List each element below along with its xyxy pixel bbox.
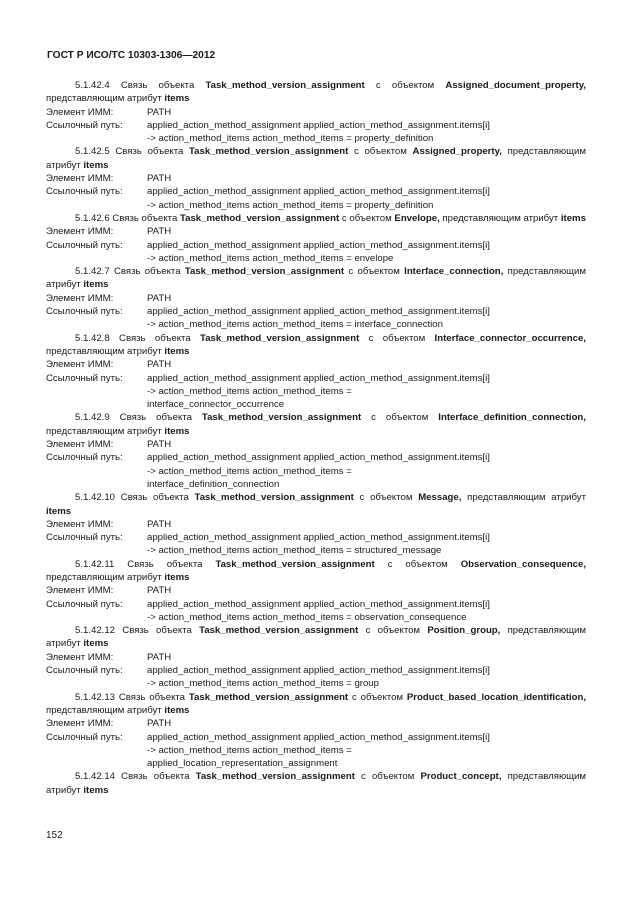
path-row (46, 664, 586, 677)
attribute-name: items (164, 425, 190, 437)
path-label-spacer (46, 744, 147, 757)
element-row (46, 438, 586, 451)
clause-section (46, 491, 586, 557)
clause-number: 5.1.42.6 (75, 212, 110, 224)
path-line: applied_action_method_assignment applied_action_method_assignment.items[i] (147, 598, 490, 610)
clause-text: с объектом (361, 771, 415, 783)
path-row (46, 185, 586, 198)
element-label: Элемент ИММ: (46, 173, 114, 185)
element-row (46, 358, 586, 371)
clause-section (46, 145, 586, 211)
entity-name: Task_method_version_assignment (195, 771, 355, 783)
clause-text: представляющим атрибут (442, 212, 559, 224)
entity-name: Task_method_version_assignment (215, 558, 375, 570)
path-line: -> action_method_items action_method_items = (147, 385, 352, 397)
path-row (46, 465, 586, 478)
clause-heading (46, 491, 586, 518)
element-row (46, 172, 586, 185)
element-label: Элемент ИММ: (46, 651, 114, 663)
attribute-name: items (83, 159, 109, 171)
clause-text: Связь объекта (113, 266, 181, 278)
element-label: Элемент ИММ: (46, 359, 114, 371)
element-value: PATH (147, 518, 172, 530)
clause-heading (46, 212, 586, 225)
clause-text: Связь объекта (119, 332, 191, 344)
path-label: Ссылочный путь: (46, 239, 123, 251)
clause-text: представляющим атрибут (46, 771, 586, 796)
path-line: applied_action_method_assignment applied_action_method_assignment.items[i] (147, 532, 490, 544)
clause-section (46, 691, 586, 771)
path-line: -> action_method_items action_method_items = (147, 465, 352, 477)
path-row (46, 611, 586, 624)
element-label: Элемент ИММ: (46, 226, 114, 238)
path-row (46, 478, 586, 491)
clause-text: представляющим атрибут (46, 704, 162, 716)
path-row (46, 677, 586, 690)
clause-text: с объектом (387, 558, 448, 570)
clause-text: представляющим атрибут (46, 266, 587, 291)
clause-text: Связь объекта (121, 771, 190, 783)
path-label-spacer (46, 398, 147, 411)
clause-heading (46, 770, 586, 797)
path-label-spacer (46, 132, 147, 145)
element-row (46, 717, 586, 730)
path-row (46, 305, 586, 318)
path-row (46, 252, 586, 265)
element-row (46, 584, 586, 597)
target-entity: Interface_connector_occurrence, (434, 332, 586, 344)
page-number: 152 (46, 830, 63, 841)
clause-text: Связь объекта (127, 558, 203, 570)
clause-section (46, 558, 586, 624)
path-row (46, 119, 586, 132)
path-row (46, 744, 586, 757)
path-line: applied_location_representation_assignment (147, 758, 338, 770)
element-value: PATH (147, 226, 172, 238)
path-label-spacer (46, 318, 147, 331)
element-value: PATH (147, 106, 172, 118)
clause-heading (46, 411, 586, 438)
path-line: applied_action_method_assignment applied_action_method_assignment.items[i] (147, 186, 490, 198)
clause-number: 5.1.42.7 (75, 266, 110, 278)
path-line: applied_action_method_assignment applied_action_method_assignment.items[i] (147, 306, 490, 318)
element-label: Элемент ИММ: (46, 106, 114, 118)
path-label-spacer (46, 757, 147, 770)
target-entity: Assigned_property, (412, 146, 502, 158)
path-line: applied_action_method_assignment applied_action_method_assignment.items[i] (147, 452, 490, 464)
element-value: PATH (147, 439, 172, 451)
clause-text: Связь объекта (112, 212, 178, 224)
path-label-spacer (46, 199, 147, 212)
attribute-name: items (560, 212, 586, 224)
path-row (46, 531, 586, 544)
element-label: Элемент ИММ: (46, 439, 114, 451)
clause-text: представляющим атрибут (46, 146, 586, 171)
entity-name: Task_method_version_assignment (201, 412, 362, 424)
clause-text: с объектом (348, 266, 400, 278)
clause-heading (46, 332, 586, 359)
path-label: Ссылочный путь: (46, 665, 123, 677)
path-row (46, 372, 586, 385)
clause-section (46, 79, 586, 145)
clause-section (46, 411, 586, 491)
path-label: Ссылочный путь: (46, 372, 123, 384)
path-line: applied_action_method_assignment applied_action_method_assignment.items[i] (147, 119, 490, 131)
clause-heading (46, 624, 586, 651)
target-entity: Product_based_location_identification, (406, 691, 586, 703)
clause-section (46, 770, 586, 797)
path-line: applied_action_method_assignment applied_action_method_assignment.items[i] (147, 239, 490, 251)
entity-name: Task_method_version_assignment (199, 625, 359, 637)
element-row (46, 106, 586, 119)
path-line: -> action_method_items action_method_items = (147, 744, 352, 756)
path-label-spacer (46, 252, 147, 265)
path-label-spacer (46, 465, 147, 478)
attribute-name: items (83, 784, 109, 796)
path-row (46, 451, 586, 464)
target-entity: Product_concept, (420, 771, 502, 783)
clause-number: 5.1.42.12 (75, 625, 116, 637)
path-label-spacer (46, 385, 147, 398)
path-row (46, 318, 586, 331)
clause-text: Связь объекта (115, 146, 184, 158)
clause-text: Связь объекта (118, 691, 186, 703)
clause-text: Связь объекта (120, 492, 189, 504)
target-entity: Envelope, (394, 212, 440, 224)
clause-text: Связь объекта (119, 412, 192, 424)
path-label-spacer (46, 677, 147, 690)
element-value: PATH (147, 585, 172, 597)
path-line: -> action_method_items action_method_items = property_definition (147, 199, 434, 211)
attribute-name: items (46, 505, 72, 517)
element-row (46, 225, 586, 238)
clause-text: представляющим атрибут (46, 345, 162, 357)
target-entity: Interface_definition_connection, (438, 412, 586, 424)
path-line: applied_action_method_assignment applied_action_method_assignment.items[i] (147, 665, 490, 677)
clause-number: 5.1.42.4 (75, 80, 110, 91)
clause-number: 5.1.42.14 (75, 771, 116, 783)
path-row (46, 239, 586, 252)
document-body (46, 79, 586, 797)
target-entity: Assigned_document_property, (445, 80, 586, 91)
path-row (46, 731, 586, 744)
path-label: Ссылочный путь: (46, 532, 123, 544)
clause-text: Связь объекта (120, 80, 195, 91)
path-line: interface_definition_connection (147, 478, 280, 490)
path-label: Ссылочный путь: (46, 306, 123, 318)
attribute-name: items (164, 345, 190, 357)
clause-number: 5.1.42.13 (75, 691, 116, 703)
attribute-name: items (83, 638, 109, 650)
path-row (46, 199, 586, 212)
path-label: Ссылочный путь: (46, 119, 123, 131)
clause-number: 5.1.42.5 (75, 146, 110, 158)
clause-number: 5.1.42.11 (75, 558, 115, 570)
element-value: PATH (147, 718, 172, 730)
target-entity: Message, (418, 492, 462, 504)
entity-name: Task_method_version_assignment (205, 80, 365, 91)
clause-text: с объектом (341, 212, 392, 224)
clause-heading (46, 691, 586, 718)
clause-text: с объектом (371, 412, 429, 424)
clause-text: с объектом (368, 332, 426, 344)
element-label: Элемент ИММ: (46, 585, 114, 597)
clause-text: представляющим атрибут (467, 492, 586, 504)
clause-number: 5.1.42.10 (75, 492, 116, 504)
element-row (46, 518, 586, 531)
clause-number: 5.1.42.9 (75, 412, 110, 424)
entity-name: Task_method_version_assignment (189, 146, 349, 158)
path-row (46, 385, 586, 398)
clause-text: с объектом (353, 146, 407, 158)
path-line: -> action_method_items action_method_items = structured_message (147, 545, 442, 557)
path-row (46, 598, 586, 611)
path-line: applied_action_method_assignment applied_action_method_assignment.items[i] (147, 372, 490, 384)
element-row (46, 292, 586, 305)
element-value: PATH (147, 292, 172, 304)
path-row (46, 544, 586, 557)
path-label: Ссылочный путь: (46, 598, 123, 610)
clause-heading (46, 265, 586, 292)
entity-name: Task_method_version_assignment (179, 212, 340, 224)
path-line: -> action_method_items action_method_items = interface_connection (147, 319, 443, 331)
path-label-spacer (46, 544, 147, 557)
target-entity: Observation_consequence, (460, 558, 587, 570)
element-label: Элемент ИММ: (46, 518, 114, 530)
clause-text: представляющим атрибут (46, 425, 162, 437)
target-entity: Position_group, (427, 625, 501, 637)
path-label: Ссылочный путь: (46, 186, 123, 198)
element-label: Элемент ИММ: (46, 292, 114, 304)
target-entity: Interface_connection, (404, 266, 504, 278)
element-label: Элемент ИММ: (46, 718, 114, 730)
running-header: ГОСТ Р ИСО/ТС 10303-1306—2012 (47, 50, 216, 61)
path-row (46, 132, 586, 145)
path-line: -> action_method_items action_method_items = group (147, 678, 379, 690)
clause-text: представляющим атрибут (46, 93, 162, 105)
attribute-name: items (164, 93, 190, 105)
path-label: Ссылочный путь: (46, 731, 123, 743)
element-value: PATH (147, 359, 172, 371)
clause-heading (46, 145, 586, 172)
clause-text: представляющим атрибут (46, 571, 162, 583)
path-label-spacer (46, 478, 147, 491)
entity-name: Task_method_version_assignment (188, 691, 349, 703)
element-value: PATH (147, 173, 172, 185)
path-line: -> action_method_items action_method_items = property_definition (147, 133, 434, 145)
clause-text: Связь объекта (122, 625, 192, 637)
entity-name: Task_method_version_assignment (194, 492, 354, 504)
attribute-name: items (83, 279, 109, 291)
path-line: interface_connector_occurrence (147, 399, 285, 411)
element-row (46, 651, 586, 664)
clause-text: с объектом (351, 691, 404, 703)
clause-text: с объектом (365, 625, 421, 637)
path-label-spacer (46, 611, 147, 624)
path-line: -> action_method_items action_method_items = observation_consequence (147, 611, 467, 623)
path-row (46, 398, 586, 411)
entity-name: Task_method_version_assignment (200, 332, 360, 344)
path-row (46, 757, 586, 770)
clause-heading (46, 79, 586, 106)
entity-name: Task_method_version_assignment (184, 266, 345, 278)
path-label: Ссылочный путь: (46, 452, 123, 464)
path-line: applied_action_method_assignment applied_action_method_assignment.items[i] (147, 731, 490, 743)
clause-section (46, 265, 586, 331)
clause-heading (46, 558, 586, 585)
element-value: PATH (147, 651, 172, 663)
clause-section (46, 332, 586, 412)
path-line: -> action_method_items action_method_items = envelope (147, 252, 394, 264)
clause-text: с объектом (375, 80, 435, 91)
clause-number: 5.1.42.8 (75, 332, 110, 344)
clause-text: с объектом (359, 492, 413, 504)
clause-text: представляющим атрибут (46, 625, 586, 650)
attribute-name: items (164, 704, 190, 716)
attribute-name: items (164, 571, 190, 583)
clause-section (46, 624, 586, 690)
clause-section (46, 212, 586, 265)
